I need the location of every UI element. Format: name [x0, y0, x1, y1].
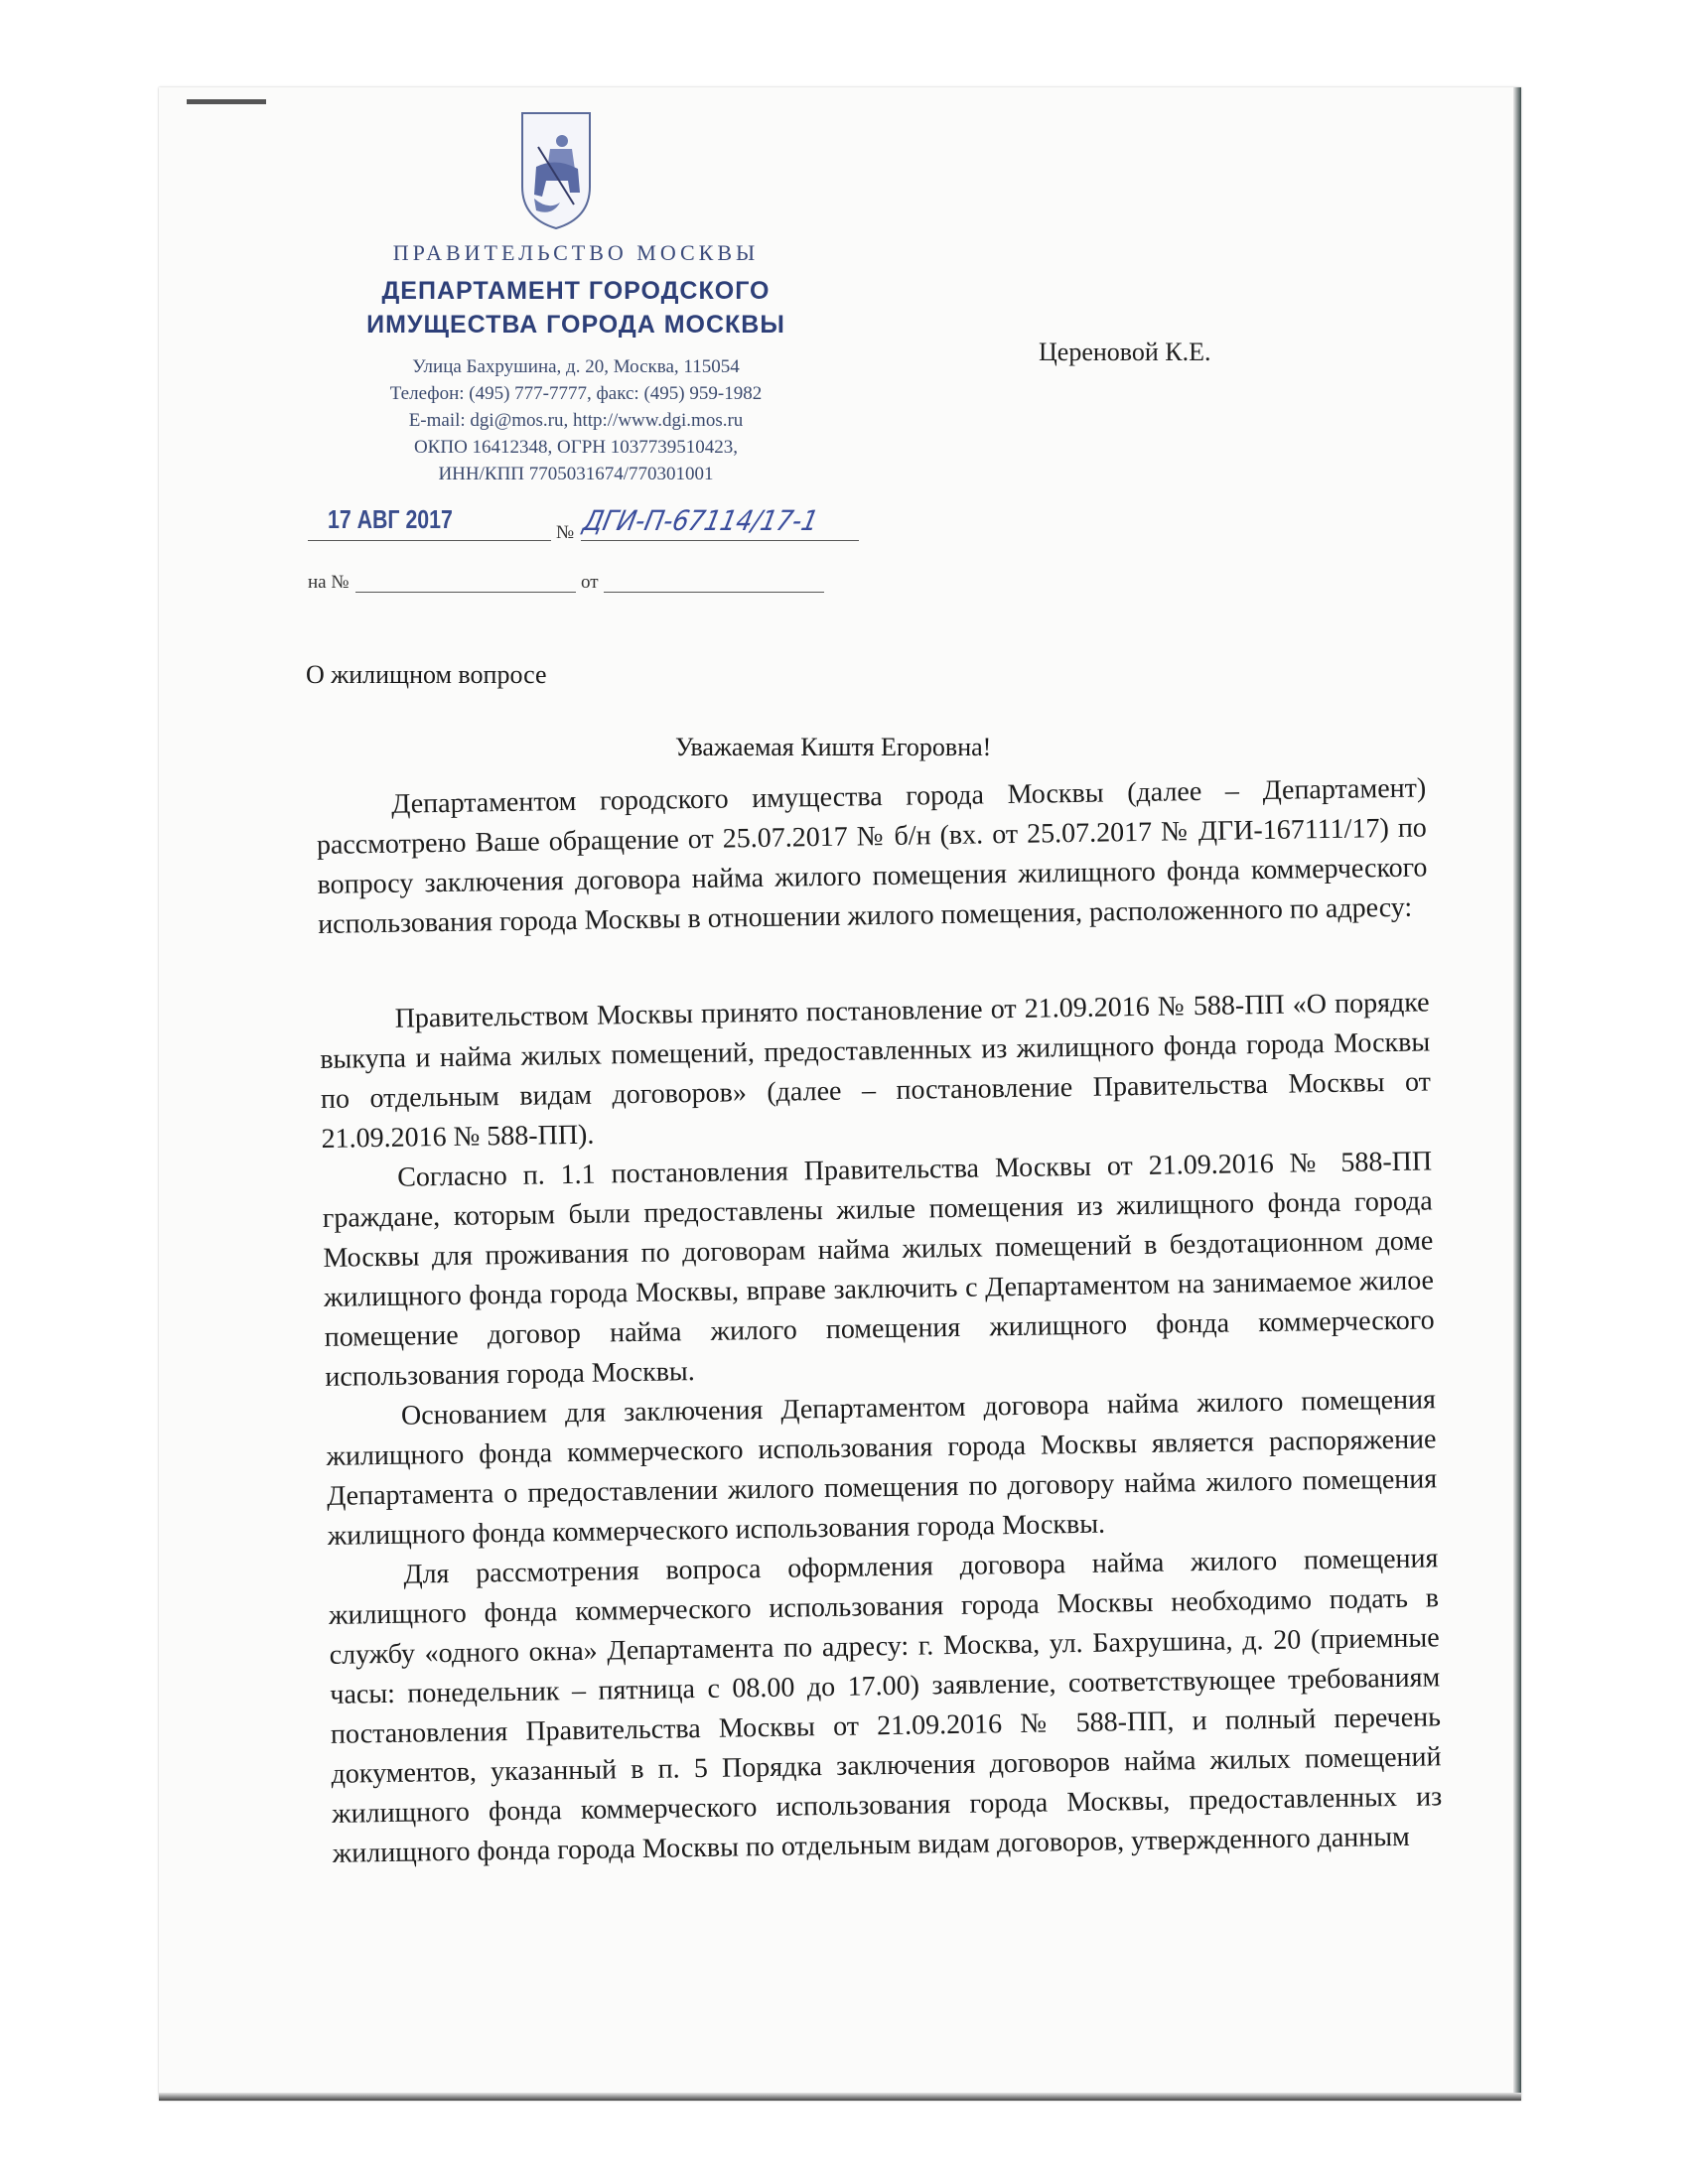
- body-paragraph: Основанием для заключения Департаментом договора найма жилого помещения жилищного фонда коммерческого использования города Москвы является распоряжение Департамента о предоставлении жилого помещения по договору найма жилого помещения жилищного фонда коммерческого использования города Москвы.: [326, 1384, 1438, 1552]
- body-paragraph: Согласно п. 1.1 постановления Правительства Москвы от 21.09.2016 № 588-ПП граждане, которым были предоставлены жилые помещения из жилищного фонда города Москвы для проживания по договорам найма жилых помещений в бездотационном доме жилищного фонда города Москвы, вправе заключить с Департаментом на занимаемое жилое помещение договор найма жилого помещения жилищного фонда коммерческого использования города Москвы.: [322, 1146, 1435, 1393]
- scan-edge-right: [1513, 87, 1521, 2101]
- body-paragraph: Для рассмотрения вопроса оформления договора найма жилого помещения жилищного фонда коммерческого использования города Москвы необходимо подать в службу «одного окна» Департамента по адресу: г. Москва, ул. Бахрушина, д. 20 (приемные часы: понедельник – пятница с 08.00 до 17.00) заявление, соответствующее требованиям постановления Правительства Москвы от 21.09.2016 № 588-ПП, и полный перечень документов, указанный в п. 5 Порядка заключения договоров найма жилых помещений жилищного фонда коммерческого использования города Москвы, предоставленных из жилищного фонда города Москвы по отдельным видам договоров, утвержденного данным: [328, 1543, 1443, 1869]
- letter-body: [316, 768, 1443, 1873]
- department-name-line1: ДЕПАРТАМЕНТ ГОРОДСКОГО: [381, 277, 771, 305]
- letterhead: [298, 240, 854, 487]
- moscow-coat-of-arms-icon: [516, 107, 596, 231]
- subject-line: О жилищном вопросе: [306, 660, 547, 689]
- body-paragraph: Департаментом городского имущества города Москвы (далее – Департамент) рассмотрено Ваше обращение от 25.07.2017 № б/н (вх. от 25.07.2017 № ДГИ-167111/17) по вопросу заключения договора найма жилого помещения жилищного фонда коммерческого использования города Москвы в отношении жилого помещения, расположенного по адресу:: [316, 772, 1428, 940]
- body-paragraph: Правительством Москвы принято постановление от 21.09.2016 № 588-ПП «О порядке выкупа и найма жилых помещений, предоставленных из жилищного фонда города Москвы по отдельным видам договоров» (далее – постановление Правительства Москвы от 21.09.2016 № 588-ПП).: [320, 987, 1432, 1155]
- reference-label: на №: [308, 572, 350, 593]
- registration-row: [308, 504, 864, 544]
- inn-line: ИНН/КПП 7705031674/770301001: [438, 464, 714, 484]
- reference-underline: [355, 592, 576, 593]
- government-name: ПРАВИТЕЛЬСТВО МОСКВЫ: [392, 240, 760, 265]
- reference-row: [308, 572, 824, 596]
- reference-from-underline: [604, 592, 824, 593]
- phone-line: Телефон: (495) 777-7777, факс: (495) 959-1982: [389, 383, 763, 404]
- reference-from-label: от: [581, 572, 599, 593]
- corner-mark: [187, 99, 266, 104]
- scan-edge-bottom: [159, 2093, 1521, 2101]
- date-underline: [308, 540, 551, 541]
- date-stamp: 17 АВГ 2017: [328, 504, 453, 534]
- recipient: Цереновой К.Е.: [1039, 338, 1211, 366]
- registration-number: ДГИ-П-67114/17-1: [580, 504, 822, 537]
- number-label: №: [556, 522, 575, 543]
- number-underline: [581, 540, 859, 541]
- address-line: Улица Бахрушина, д. 20, Москва, 115054: [412, 356, 740, 377]
- department-name-line2: ИМУЩЕСТВА ГОРОДА МОСКВЫ: [366, 311, 785, 339]
- contact-block: [298, 353, 854, 487]
- okpo-line: ОКПО 16412348, ОГРН 1037739510423,: [413, 437, 739, 458]
- greeting: Уважаемая Киштя Егоровна!: [675, 733, 992, 761]
- email-line: E-mail: dgi@mos.ru, http://www.dgi.mos.ru: [408, 410, 744, 431]
